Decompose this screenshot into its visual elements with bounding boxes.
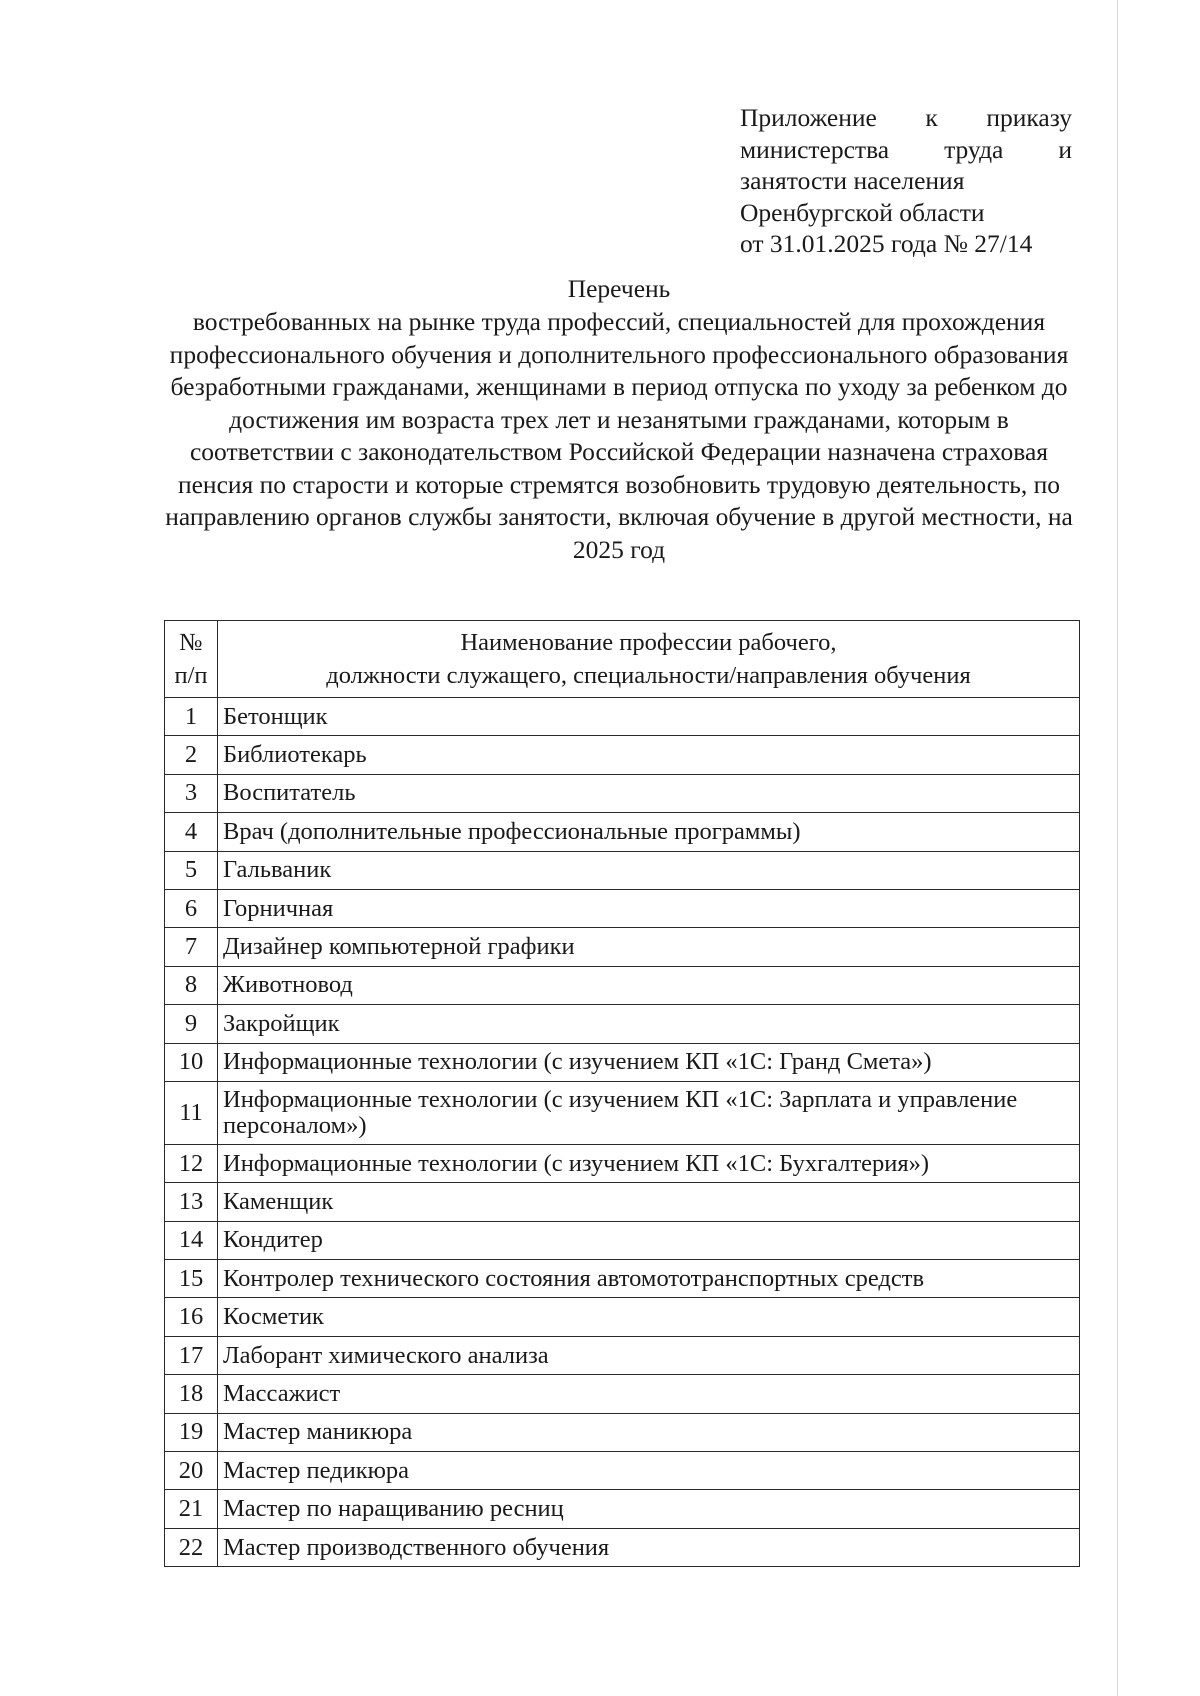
- row-number: 8: [165, 966, 218, 1004]
- appendix-word: министерства: [740, 134, 890, 164]
- row-number: 5: [165, 851, 218, 889]
- row-number: 18: [165, 1375, 218, 1413]
- appendix-word: Приложение: [740, 103, 877, 132]
- row-number: 20: [165, 1452, 218, 1490]
- table-row: [165, 1452, 1080, 1490]
- appendix-word: труда: [944, 134, 1004, 164]
- table-header-row: [165, 621, 1080, 698]
- table-row: [165, 1221, 1080, 1259]
- row-number: 11: [165, 1081, 218, 1144]
- row-number: 12: [165, 1144, 218, 1182]
- appendix-line-1: [740, 102, 1072, 134]
- row-name: Контролер технического состояния автомототранспортных средств: [218, 1260, 1080, 1298]
- header-number-line-1: №: [179, 629, 203, 656]
- row-name: Информационные технологии (с изучением КП «1С: Гранд Смета»): [218, 1043, 1080, 1081]
- row-name: Горничная: [218, 889, 1080, 927]
- row-name: Лаборант химического анализа: [218, 1336, 1080, 1374]
- row-name: Косметик: [218, 1298, 1080, 1336]
- title-heading: Перечень: [567, 274, 671, 303]
- row-name: Мастер по наращиванию ресниц: [218, 1490, 1080, 1528]
- row-name: Массажист: [218, 1375, 1080, 1413]
- table-row: [165, 1043, 1080, 1081]
- row-name: Закройщик: [218, 1005, 1080, 1043]
- title-body: востребованных на рынке труда профессий, специальностей для прохождения профессионального обучения и дополнительного профессионального образования безработными гражданами, женщинами в период отпуска по уходу за ребенком до достижения им возраста трех лет и незанятыми гражданами, которым в соответствии с законодательством Российской Федерации назначена страховая пенсия по старости и которые стремятся возобновить трудовую деятельность, по направлению органов службы занятости, включая обучение в другой местности, на 2025 год: [165, 307, 1073, 564]
- row-number: 15: [165, 1260, 218, 1298]
- row-name: Каменщик: [218, 1183, 1080, 1221]
- row-number: 14: [165, 1221, 218, 1259]
- row-name: Гальваник: [218, 851, 1080, 889]
- appendix-line-2: [740, 134, 1072, 166]
- row-name: Дизайнер компьютерной графики: [218, 928, 1080, 966]
- table-row: [165, 1005, 1080, 1043]
- table-row: [165, 1183, 1080, 1221]
- row-number: 17: [165, 1336, 218, 1374]
- table-row: [165, 1375, 1080, 1413]
- table-row: [165, 1490, 1080, 1528]
- row-number: 6: [165, 889, 218, 927]
- table-row: [165, 1528, 1080, 1566]
- row-name: Информационные технологии (с изучением КП «1С: Зарплата и управление персоналом»): [218, 1081, 1080, 1144]
- row-name: Мастер педикюра: [218, 1452, 1080, 1490]
- table-row: [165, 1260, 1080, 1298]
- document-title: [164, 272, 1074, 566]
- row-name: Информационные технологии (с изучением КП «1С: Бухгалтерия»): [218, 1144, 1080, 1182]
- table-body: [165, 698, 1080, 1567]
- row-number: 22: [165, 1528, 218, 1566]
- appendix-block: [740, 102, 1072, 260]
- appendix-word: приказу: [986, 103, 1073, 132]
- appendix-word: к: [925, 103, 938, 132]
- row-name: Бетонщик: [218, 698, 1080, 736]
- row-number: 21: [165, 1490, 218, 1528]
- appendix-line-3: занятости населения: [740, 166, 965, 195]
- table-row: [165, 774, 1080, 812]
- page-edge-line: [1117, 0, 1118, 1696]
- row-name: Кондитер: [218, 1221, 1080, 1259]
- table-row: [165, 851, 1080, 889]
- appendix-word: и: [1058, 134, 1072, 164]
- row-number: 1: [165, 698, 218, 736]
- table-row: [165, 889, 1080, 927]
- table-row: [165, 698, 1080, 736]
- row-number: 16: [165, 1298, 218, 1336]
- table-row: [165, 736, 1080, 774]
- table-row: [165, 1081, 1080, 1144]
- appendix-line-4: Оренбургской области: [740, 197, 985, 227]
- header-name: [218, 621, 1080, 698]
- professions-table: [164, 620, 1080, 1567]
- row-name: Животновод: [218, 966, 1080, 1004]
- row-number: 3: [165, 774, 218, 812]
- appendix-line-5: от 31.01.2025 года № 27/14: [740, 229, 1033, 258]
- row-name: Воспитатель: [218, 774, 1080, 812]
- table-row: [165, 1144, 1080, 1182]
- row-number: 4: [165, 813, 218, 851]
- row-number: 9: [165, 1005, 218, 1043]
- table-row: [165, 1298, 1080, 1336]
- table-row: [165, 813, 1080, 851]
- table-row: [165, 1336, 1080, 1374]
- table-row: [165, 966, 1080, 1004]
- row-name: Врач (дополнительные профессиональные программы): [218, 813, 1080, 851]
- row-number: 2: [165, 736, 218, 774]
- header-number: [165, 621, 218, 698]
- row-name: Мастер маникюра: [218, 1413, 1080, 1451]
- row-name: Библиотекарь: [218, 736, 1080, 774]
- row-number: 19: [165, 1413, 218, 1451]
- table-row: [165, 928, 1080, 966]
- header-name-line-2: должности служащего, специальности/направления обучения: [326, 662, 971, 689]
- row-name: Мастер производственного обучения: [218, 1528, 1080, 1566]
- row-number: 7: [165, 928, 218, 966]
- row-number: 10: [165, 1043, 218, 1081]
- header-number-line-2: п/п: [174, 662, 208, 689]
- header-name-line-1: Наименование профессии рабочего,: [460, 629, 837, 656]
- table-row: [165, 1413, 1080, 1451]
- row-number: 13: [165, 1183, 218, 1221]
